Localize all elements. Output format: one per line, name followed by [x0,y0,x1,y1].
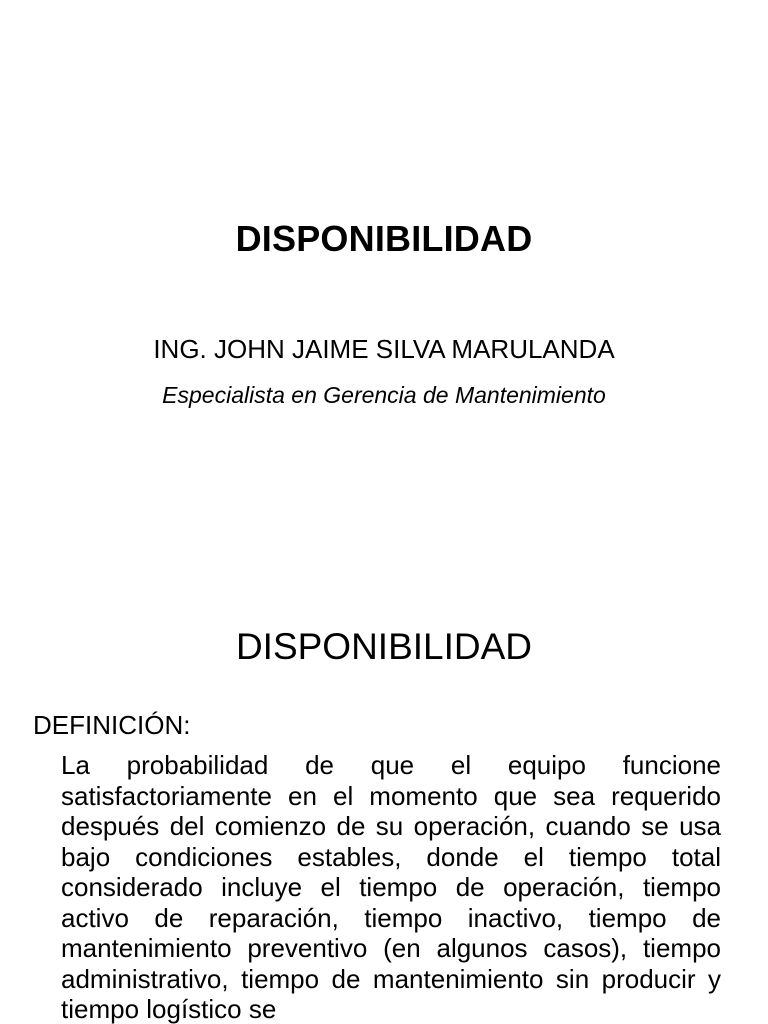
definition-slide [0,600,768,1024]
author-role: Especialista en Gerencia de Mantenimiento [162,382,606,408]
slide-title: DISPONIBILIDAD [235,218,533,259]
slide-title: DISPONIBILIDAD [235,626,533,667]
definition-label: DEFINICIÓN: [33,710,191,740]
author-name: ING. JOHN JAIME SILVA MARULANDA [153,334,615,364]
definition-text: La probabilidad de que el equipo funcione satisfactoriamente en el momento que sea requerido después del comienzo de su operación, cuando se usa bajo condiciones estables, donde el tiempo total considerado incluye el tiempo de operación, tiempo activo de reparación, tiempo inactivo, tiempo de mantenimiento preventivo (en algunos casos), tiempo administrativo, tiempo de mantenimiento sin producir y tiempo logístico se [61,750,721,1024]
